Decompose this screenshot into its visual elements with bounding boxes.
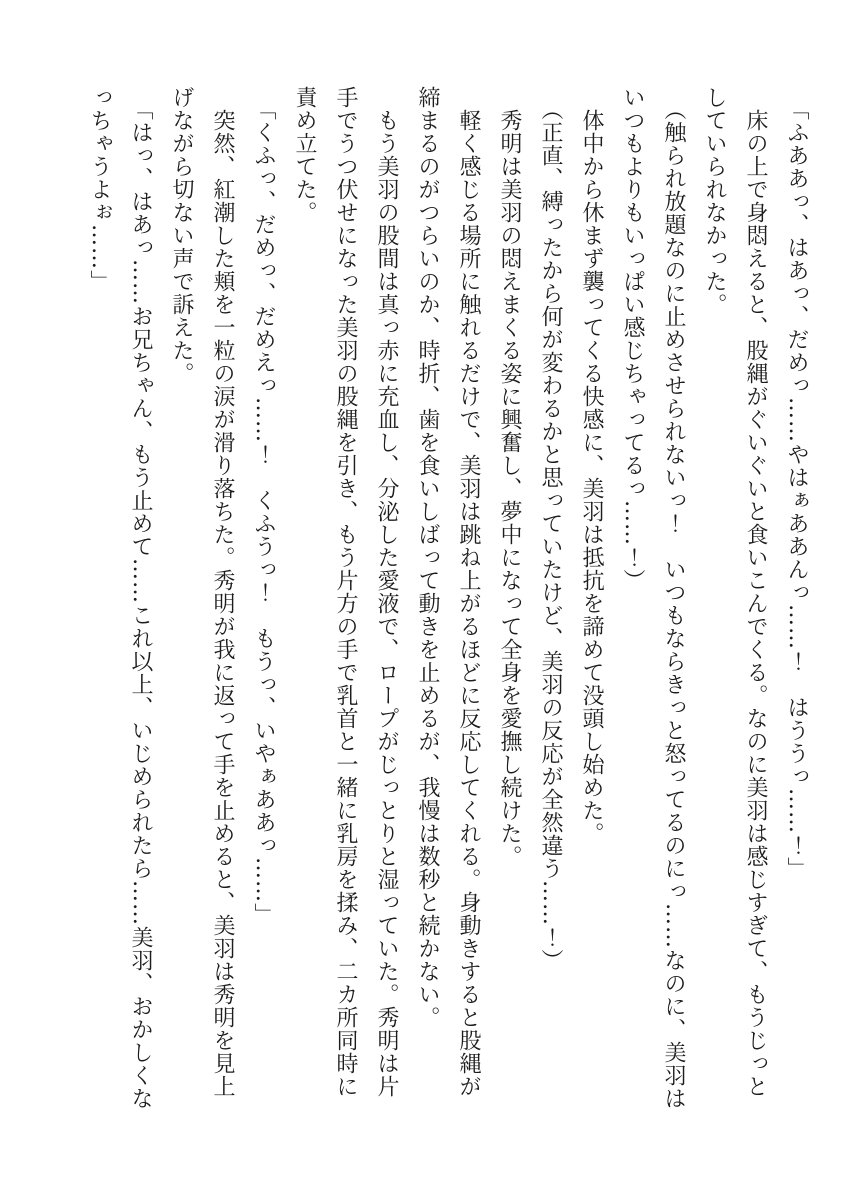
text-line: 軽く感じる場所に触れるだけで、美羽は跳ね上がるほどに反応してくれる。身動きすると股縄が [456, 86, 481, 1098]
text-line: 「ふああっ、はあっ、だめっ……やはぁああんっ……！ はううっ……！」 [784, 86, 809, 880]
text-line: 床の上で身悶えると、股縄がぐいぐいと食いこんでくる。なのに美羽は感じすぎて、もうじっと [743, 86, 768, 1098]
text-line: 突然、紅潮した頬を一粒の涙が滑り落ちた。秀明が我に返って手を止めると、美羽は秀明を見上 [210, 86, 235, 1098]
text-line: 責め立てた。 [292, 86, 317, 224]
text-line: していられなかった。 [702, 86, 727, 316]
novel-text-block [79, 86, 817, 1131]
text-line: （触られ放題なのに止めさせられないっ！ いつもならきっと怒ってるのにっ……なのに、美羽は [661, 86, 686, 1110]
text-line: 秀明は美羽の悶えまくる姿に興奮し、夢中になって全身を愛撫し続けた。 [497, 86, 522, 868]
text-line: っちゃうよぉ……」 [87, 86, 112, 293]
text-line: もう美羽の股間は真っ赤に充血し、分泌した愛液で、ロープがじっとりと湿っていた。秀明は片 [374, 86, 399, 1098]
text-line: 「くふっ、だめっ、だめえっ……！ くふうっ！ もうっ、いやぁああっ……」 [251, 86, 276, 926]
text-line: （正直、縛ったから何が変わるかと思っていたけど、美羽の反応が全然違う……！） [538, 86, 563, 972]
text-line: いつもよりもいっぱい感じちゃってるっ……！） [620, 86, 645, 592]
text-line: 「はっ、はあっ……お兄ちゃん、もう止めて……これ以上、いじめられたら……美羽、おかしくな [128, 86, 153, 1110]
text-line: 体中から休まず襲ってくる快感に、美羽は抵抗を諦めて没頭し始めた。 [579, 86, 604, 845]
text-line: 締まるのがつらいのか、時折、歯を食いしばって動きを止めるが、我慢は数秒と続かない。 [415, 86, 440, 1029]
text-line: 手でうつ伏せになった美羽の股縄を引き、もう片方の手で乳首と一緒に乳房を揉み、二カ所同時に [333, 86, 358, 1098]
text-line: げながら切ない声で訴えた。 [169, 86, 194, 385]
